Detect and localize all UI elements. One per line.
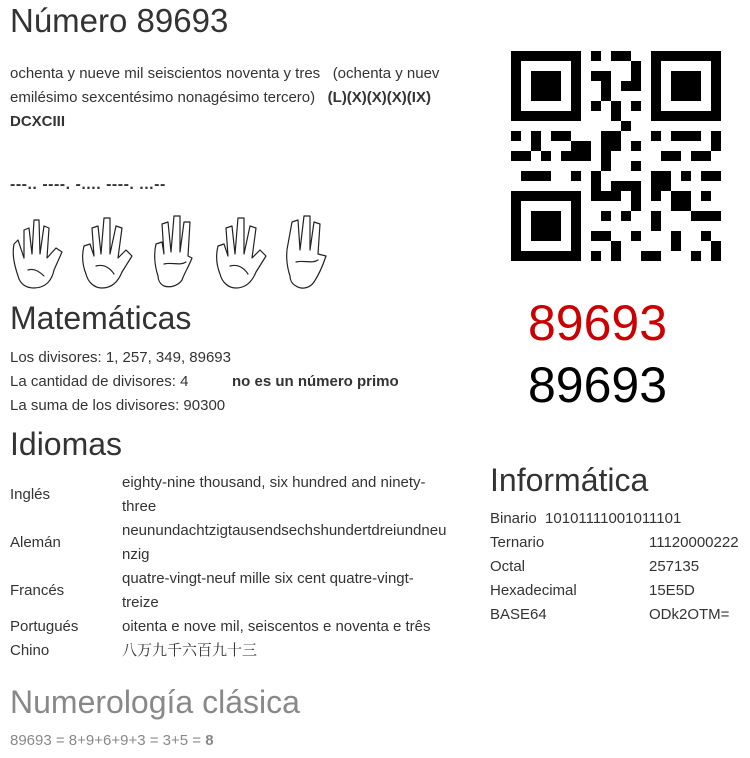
lang-value-french-1: quatre-vingt-neuf mille six cent quatre-vingt-	[122, 570, 414, 587]
binary-value: 10101111001011101	[545, 510, 682, 527]
hex-label: Hexadecimal	[490, 582, 577, 599]
lang-label-french: Francés	[10, 582, 65, 599]
ternary-label: Ternario	[490, 534, 545, 551]
octal-label: Octal	[490, 558, 526, 575]
math-heading: Matemáticas	[10, 300, 192, 336]
numerology-formula	[10, 732, 214, 749]
base64-value: ODk2OTM=	[649, 606, 730, 623]
hand-sign-icon-9b	[217, 218, 266, 288]
lang-value-french-2: treize	[122, 594, 159, 611]
lang-value-french	[122, 567, 472, 615]
qr-code-icon	[511, 51, 721, 261]
page-title: Número 89693	[10, 2, 229, 39]
divisors-line: Los divisores: 1, 257, 349, 89693	[10, 349, 231, 366]
lang-value-chinese: 八万九千六百九十三	[122, 642, 258, 659]
hand-sign-icon-9	[83, 218, 132, 288]
big-number-red: 89693	[528, 295, 668, 351]
ordinal-words-2: emilésimo sexcentésimo nonagésimo tercero)	[10, 89, 316, 106]
binary-row	[490, 510, 681, 527]
binary-label: Binario	[490, 510, 537, 527]
numerology-expression: 89693 = 8+9+6+9+3 = 3+5 =	[10, 732, 206, 749]
octal-value: 257135	[649, 558, 700, 575]
numerology-result: 8	[205, 732, 214, 749]
numerology-heading: Numerología clásica	[10, 684, 300, 720]
computing-heading: Informática	[490, 462, 649, 498]
lang-value-german-2: nzig	[122, 546, 150, 563]
big-number-black: 89693	[528, 357, 668, 413]
base64-label: BASE64	[490, 606, 547, 623]
lang-value-english-2: three	[122, 498, 157, 515]
lang-value-english-1: eighty-nine thousand, six hundred and ninety-	[122, 474, 426, 491]
sign-language-hands	[10, 214, 340, 292]
lang-value-english	[122, 471, 472, 519]
hand-sign-icon-3	[287, 216, 326, 288]
lang-value-german-1: neunundachtzigtausendsechshundertdreiundneu	[122, 522, 447, 539]
hand-sign-icon-6	[155, 216, 192, 287]
divisor-sum-line: La suma de los divisores: 90300	[10, 397, 226, 414]
lang-value-german	[122, 519, 472, 567]
lang-label-portuguese: Portugués	[10, 618, 79, 635]
lang-label-chinese: Chino	[10, 642, 50, 659]
prime-status: no es un número primo	[232, 373, 399, 390]
lang-value-portuguese: oitenta e nove mil, seiscentos e noventa e três	[122, 618, 431, 635]
ternary-value: 11120000222	[649, 534, 739, 551]
hand-sign-icon-8	[13, 220, 62, 288]
ordinal-words-1: (ochenta y nuev	[332, 65, 440, 82]
divisor-count-line: La cantidad de divisores: 4	[10, 373, 189, 390]
roman-numeral-2: DCXCIII	[10, 113, 66, 130]
lang-label-german: Alemán	[10, 534, 61, 551]
hex-value: 15E5D	[649, 582, 695, 599]
lang-label-english: Inglés	[10, 486, 51, 503]
number-words	[10, 62, 472, 134]
spanish-words: ochenta y nueve mil seiscientos noventa y tres	[10, 65, 321, 82]
languages-heading: Idiomas	[10, 426, 123, 462]
roman-numeral-1: (L)(X)(X)(X)(IX)	[327, 89, 431, 106]
morse-code: ---.. ----. -.... ----. ...--	[10, 176, 166, 193]
